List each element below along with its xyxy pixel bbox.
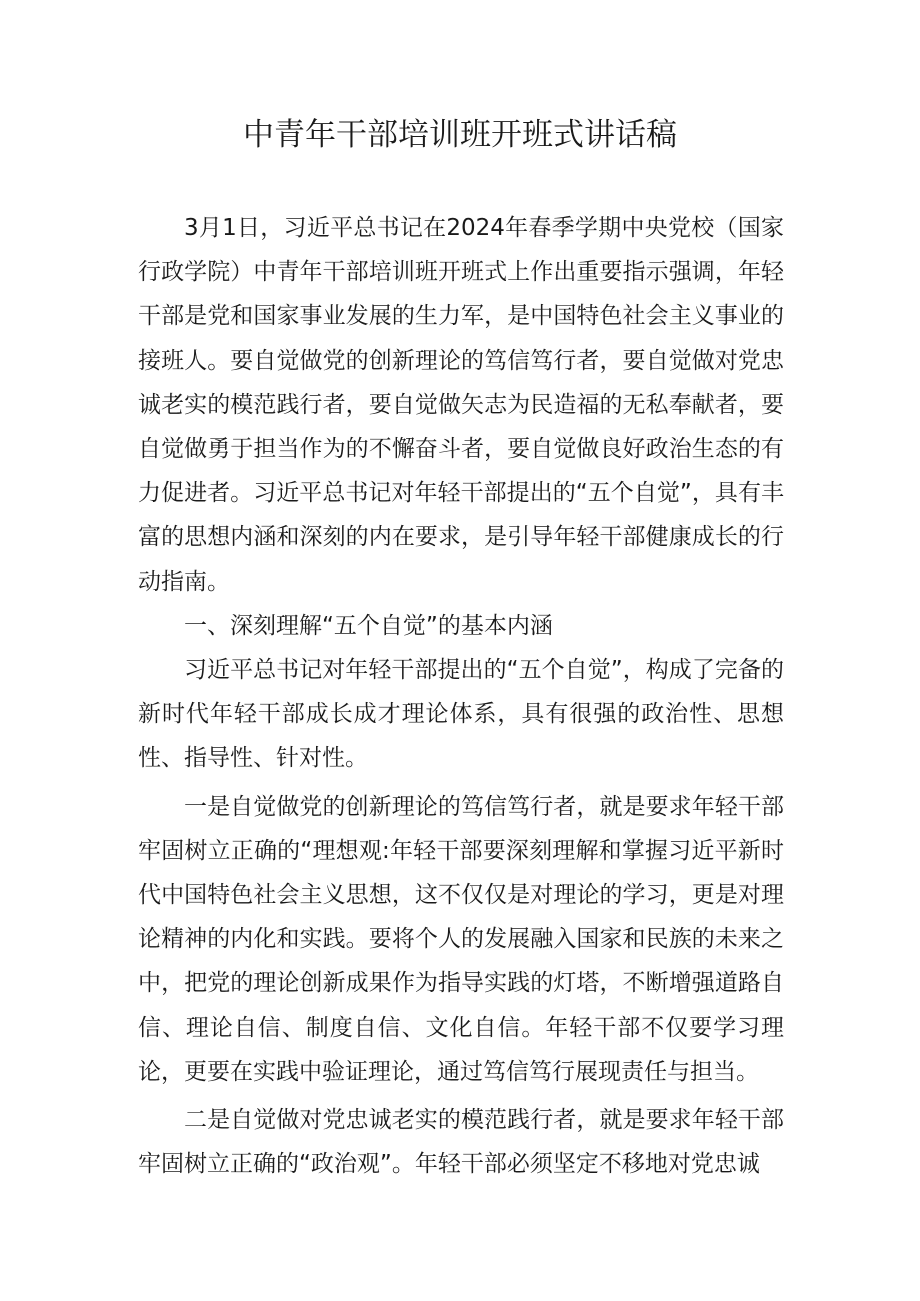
section-heading-1: 一、深刻理解“五个自觉”的基本内涵 xyxy=(184,612,553,639)
paragraph-overview: 习近平总书记对年轻干部提出的“五个自觉”，构成了完备的新时代年轻干部成长成才理论体系，具有很强的政治性、思想性、指导性、针对性。 xyxy=(138,657,784,772)
paragraph-point-1: 一是自觉做党的创新理论的笃信笃行者，就是要求年轻干部牢固树立正确的“理想观:年轻干部要深刻理解和掌握习近平新时代中国特色社会主义思想，这不仅仅是对理论的学习，更是对理论精神的内化和实践。要将个人的发展融入国家和民族的未来之中，把党的理论创新成果作为指导实践的灯塔，不断增强道路自信、理论自信、制度自信、文化自信。年轻干部不仅要学习理论，更要在实践中验证理论，通过笃信笃行展现责任与担当。 xyxy=(138,793,784,1085)
document-title: 中青年干部培训班开班式讲话稿 xyxy=(243,117,677,153)
paragraph-point-2: 二是自觉做对党忠诚老实的模范践行者，就是要求年轻干部牢固树立正确的“政治观”。年轻干部必须坚定不移地对党忠诚 xyxy=(138,1107,784,1178)
document-body xyxy=(138,206,784,1186)
paragraph-intro: 3月1日，习近平总书记在2024年春季学期中央党校（国家行政学院）中青年干部培训班开班式上作出重要指示强调，年轻干部是党和国家事业发展的生力军，是中国特色社会主义事业的接班人。要自觉做党的创新理论的笃信笃行者，要自觉做对党忠诚老实的模范践行者，要自觉做矢志为民造福的无私奉献者，要自觉做勇于担当作为的不懈奋斗者，要自觉做良好政治生态的有力促进者。习近平总书记对年轻干部提出的“五个自觉”，具有丰富的思想内涵和深刻的内在要求，是引导年轻干部健康成长的行动指南。 xyxy=(138,215,784,595)
